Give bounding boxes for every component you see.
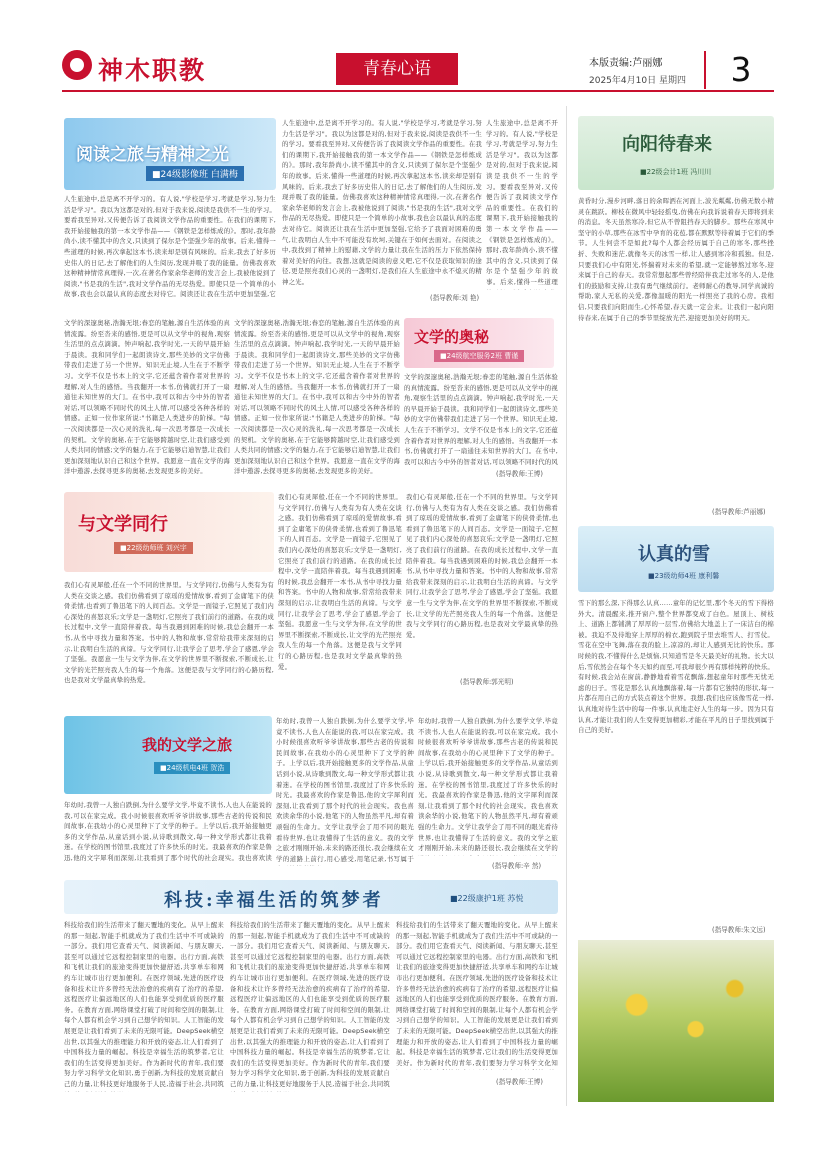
flower-photo <box>578 940 774 1102</box>
article-2-title: 文学的奥秘 <box>414 328 490 346</box>
column-divider <box>566 106 567 1106</box>
article-5-body-col1: 我们心有灵犀般,任在一个不同的世界里。与文学同行,仿佛与人类有为有人类在交谈之感。我们仿佛看到了琼瑶的爱情故事,看到了金庸笔下的侠骨柔情,也看到了鲁迅笔下的人间百态。文学是一面镜子,它照见了我们内心深处的喜怒哀乐;文学是一盏明灯,它照亮了我们前行的道路。在我的成长过程中,文学一直陪伴着我。每当我遇到困难的时候,我总会翻开一本书,从书中寻找力量和答案。书中的人物和故事,常常给我带来深刻的启示,让我明白生活的真谛。与文学同行,让我学会了思考,学会了感恩,学会了坚强。我愿意一生与文学为伴,在文学的世界里不断探索,不断成长,让文学的光芒照亮我人生的每一个角落。这便是我与文学同行的心路历程,也是我对文学最真挚的热爱。 <box>64 581 274 685</box>
article-2-body-col1: 文学的深邃奥秘,浩瀚无垠;眷恋的笔触,源自生活体验的真情流露。纷至沓来的感悟,更是可以从文学中的视角,观察生活里的点点滴滴。钟声响起,我学时光,一天的早晨开始于晨读。我和同学们一起朗读诗文,那些美妙的文字仿佛带我们走进了另一个世界。知识无止境,人生在于不断学习。文学不仅是书本上的文字,它还蕴含着作者对世界的理解,对人生的感悟。当我翻开一本书,仿佛就打开了一扇通往未知世界的大门。在书中,我可以和古今中外的智者对话,可以领略不同时代的风土人情,可以感受各种各样的情感。正如一位作家所说:"书籍是人类进步的阶梯。"每一次阅读都是一次心灵的洗礼,每一次思考都是一次成长的契机。文学的奥秘,在于它能够跨越时空,让我们感受到人类共同的情感;文学的魅力,在于它能够启迪智慧,让我们更加深刻地认识自己和这个世界。我愿意一直在文学的海洋中遨游,去探寻更多的奥秘,去发现更多的美好。 <box>64 319 230 476</box>
article-7-body-col1: 科技给我们的生活带来了翻天覆地的变化。从早上醒来的那一刻起,智能手机就成为了我们生活中不可或缺的一部分。我们用它查看天气、阅读新闻、与朋友聊天,甚至可以通过它远程控制家里的电器。出行方面,高铁和飞机让我们的旅途变得更加快捷舒适,共享单车和网约车让城市出行更加便利。在医疗领域,先进的医疗设备和技术让许多曾经无法治愈的疾病有了治疗的希望,远程医疗让偏远地区的人们也能享受到优质的医疗服务。在教育方面,网络课堂打破了时间和空间的限制,让每个人都有机会学习到自己想学的知识。人工智能的发展更是让我们看到了未来的无限可能。DeepSeek横空出世,以其强大的推理能力和开放的姿态,让人们看到了中国科技力量的崛起。科技是幸福生活的筑梦者,它让我们的生活变得更加美好。作为新时代的青年,我们要努力学习科学文化知识,勇于创新,为科技的发展贡献自己的力量,让科技更好地服务于人民,造福于社会,共同筑 <box>64 921 224 1088</box>
article-4-title: 向阳待春来 <box>622 134 712 155</box>
header-rule <box>62 90 774 92</box>
article-2-body-col2: 文学的深邃奥秘,浩瀚无垠;眷恋的笔触,源自生活体验的真情流露。纷至沓来的感悟,更是可以从文学中的视角,观察生活里的点点滴滴。钟声响起,我学时光,一天的早晨开始于晨读。我和同学们一起朗读诗文,那些美妙的文字仿佛带我们走进了另一个世界。知识无止境,人生在于不断学习。文学不仅是书本上的文字,它还蕴含着作者对世界的理解,对人生的感悟。当我翻开一本书,仿佛就打开了一扇通往未知世界的大门。在书中,我可以和古今中外的智者对话,可以领略不同时代的风土人情,可以感受各种各样的情感。正如一位作家所说:"书籍是人类进步的阶梯。"每一次阅读都是一次心灵的洗礼,每一次思考都是一次成长的契机。文学的奥秘,在于它能够跨越时空,让我们感受到人类共同的情感;文学的魅力,在于它能够启迪智慧,让我们更加深刻地认识自己和这个世界。我愿意一直在文学的海洋中遨游,去探寻更多的奥秘,去发现更多的美好。 <box>234 319 400 476</box>
article-6-byline: ■24级机电4班 贺浩 <box>154 762 230 774</box>
article-5-body-col2: 我们心有灵犀般,任在一个不同的世界里。与文学同行,仿佛与人类有为有人类在交谈之感。我们仿佛看到了琼瑶的爱情故事,看到了金庸笔下的侠骨柔情,也看到了鲁迅笔下的人间百态。文学是一面镜子,它照见了我们内心深处的喜怒哀乐;文学是一盏明灯,它照亮了我们前行的道路。在我的成长过程中,文学一直陪伴着我。每当我遇到困难的时候,我总会翻开一本书,从书中寻找力量和答案。书中的人物和故事,常常给我带来深刻的启示,让我明白生活的真谛。与文学同行,让我学会了思考,学会了感恩,学会了坚强。我愿意一生与文学为伴,在文学的世界里不断探索,不断成长,让文学的光芒照亮我人生的每一个角落。这便是我与文学同行的心路历程,也是我对文学最真挚的热爱。 <box>278 493 402 671</box>
article-3-byline: ■23级幼师4班 康利馨 <box>648 572 720 580</box>
article-6-title: 我的文学之旅 <box>142 736 233 754</box>
article-7-byline: ■22级康护1班 苏悦 <box>450 894 524 903</box>
article-6-body-col3: 年幼时,我曾一人独自跌倒,为什么要学文学,毕竟不读书,人也人在能说的我,可以在家完成。我小时候很喜欢听爷爷讲故事,那些古老的传说和民间故事,在我幼小的心灵里种下了文学的种子。上学以后,我开始接触更多的文学作品,从童话到小说,从诗歌到散文,每一种文学形式都让我着迷。在学校的图书馆里,我度过了许多快乐的时光。我最喜欢的作家是鲁迅,他的文字犀利而深刻,让我看到了那个时代的社会现实。我也喜欢读余华的小说,他笔下的人物虽然平凡,却有着顽强的生命力。文学让我学会了用不同的眼光看待世界,也让我懂得了生活的意义。我的文学之旅才刚刚开始,未来的路还很长,我会继续在文学的 <box>418 717 558 853</box>
article-5-credit: (指导教师:郭光明) <box>460 678 514 686</box>
article-5-title: 与文学同行 <box>78 514 168 535</box>
article-7-banner <box>64 880 558 914</box>
article-7-body-col3: 科技给我们的生活带来了翻天覆地的变化。从早上醒来的那一刻起,智能手机就成为了我们生活中不可或缺的一部分。我们用它查看天气、阅读新闻、与朋友聊天,甚至可以通过它远程控制家里的电器。出行方面,高铁和飞机让我们的旅途变得更加快捷舒适,共享单车和网约车让城市出行更加便利。在医疗领域,先进的医疗设备和技术让许多曾经无法治愈的疾病有了治疗的希望,远程医疗让偏远地区的人们也能享受到优质的医疗服务。在教育方面,网络课堂打破了时间和空间的限制,让每个人都有机会学习到自己想学的知识。人工智能的发展更是让我们看到了未来的无限可能。DeepSeek横空出世,以其强大的推理能力和开放的姿态,让人们看到了中国科技力量的崛起。科技是幸福生活的筑梦者,它让我们的生活变得更加美好。作为新时代的青年,我们要努力学习科学文化知 <box>396 921 558 1067</box>
article-5-byline: ■22级幼师班 刘兴宇 <box>114 542 193 554</box>
article-7-title: 科技:幸福生活的筑梦者 <box>164 890 384 911</box>
article-4-body: 黄昏时分,漫步河畔,落日的余晖洒在河面上,波光粼粼,仿佛无数小精灵在跳跃。柳枝在微风中轻轻摇曳,仿佛在向我诉说着春天即将到来的消息。冬天虽然寒冷,但它从不曾阻挡春天的脚步。那些在寒风中坚守的小草,那些在冰雪中孕育的花苞,都在默默等待着属于它们的季节。人生何尝不是如此?每个人都会经历属于自己的寒冬,那些挫折、失败和迷茫,就像冬天的冰雪一样,让人感到寒冷和孤独。但是,只要我们心中有阳光,怀揣着对未来的希望,就一定能够熬过寒冬,迎来属于自己的春天。我常常想起那些曾经陪伴我走过寒冬的人,是他们的鼓励和支持,让我有勇气继续前行。老师耐心的教导,同学真诚的帮助,家人无私的关爱,都像温暖的阳光一样照亮了我的心房。我相信,只要我们向阳而生,心怀希望,春天就一定会来。让我们一起向阳待春来,在属于自己的季节里绽放光芒,迎接更加美好的明天。 <box>578 197 774 322</box>
article-2-banner <box>404 318 554 368</box>
article-1-body-col3: 人生旅途中,总是离不开学习的。有人说,"学校是学习,考就是学习,努力生活是学习"。我以为这都是对的,但对于我来说,阅读是我供不一生的学习。要看我至异对,又传便告诉了我阅读文学作品的重要性。在我们的课期下,我开始接触我的第一本文学作品——《钢铁是怎样炼成的》。那时,我年龄尚小,读不懂其中的含义,只读到了保尔是个坚强少年的故事。后来,懂得一些道理 <box>486 119 558 286</box>
school-logo <box>62 50 92 80</box>
article-1-credit: (指导教师:刘 艳) <box>430 294 480 302</box>
article-6-credit: (指导教师:辛 然) <box>492 862 542 870</box>
article-3-title: 认真的雪 <box>638 544 710 565</box>
article-1-body-col2: 人生旅途中,总是离不开学习的。有人说,"学校是学习,考就是学习,努力生活是学习"。我以为这都是对的,但对于我来说,阅读是我供不一生的学习。要看我至异对,又传便告诉了我阅读文学作品的重要性。在我们的课期下,我开始接触我的第一本文学作品——《钢铁是怎样炼成的》。那时,我年龄尚小,读不懂其中的含义,只读到了保尔是个坚强少年的故事。后来,懂得一些道理的时候,再次拿起这本书,读来却是别有风味的。后来,我去了好多历史伟人的日记,去了解他们的人生阅历,发现并吸了我的能量。仿佛我喜欢这种精神情常真理得,一次,在著名作家余华老师的发言会上,我被他说到了阅读,"书是我的生活",我对文学作品的无尽热爱。即使只是一个简单的小故事,我也会以最认真的态度去对待它。阅读还让我在生活中更加坚强,它给予了我面对困难的勇气,让我明白人生中不可能没有坎坷,关键在于如何去面对。在阅读之中,我找到了精神上的慰藉,文学的力量让我在生活的压力下依然保持着对美好的向往。我想,这就是阅读的意义吧,它不仅是获取知识的途径,更是照亮我们心灵的一盏明灯,是我们在人生旅途中永不熄灭的精神之光。 <box>282 119 482 286</box>
article-5-body-col3: 我们心有灵犀般,任在一个不同的世界里。与文学同行,仿佛与人类有为有人类在交谈之感。我们仿佛看到了琼瑶的爱情故事,看到了金庸笔下的侠骨柔情,也看到了鲁迅笔下的人间百态。文学是一面镜子,它照见了我们内心深处的喜怒哀乐;文学是一盏明灯,它照亮了我们前行的道路。在我的成长过程中,文学一直陪伴着我。每当我遇到困难的时候,我总会翻开一本书,从书中寻找力量和答案。书中的人物和故事,常常给我带来深刻的启示,让我明白生活的真谛。与文学同行,让我学会了思考,学会了感恩,学会了坚强。我愿意一生与文学为伴,在文学的世界里不断探索,不断成长,让文学的光芒照亮我人生的每一个角落。这便是我与文学同行的心路历程,也是我对文学最真挚的热爱。 <box>406 493 558 639</box>
article-2-byline: ■24级航空服务2班 曹谨 <box>434 350 524 362</box>
article-1-banner <box>64 118 276 190</box>
article-3-banner <box>578 526 774 592</box>
section-title: 青春心语 <box>336 53 458 85</box>
article-3-credit: (指导教师:朱文远) <box>712 926 766 934</box>
article-5-banner <box>64 492 274 572</box>
article-6-banner <box>64 716 272 794</box>
article-1-body-col1: 人生旅途中,总是离不开学习的。有人说,"学校是学习,考就是学习,努力生活是学习"。我以为这都是对的,但对于我来说,阅读是我供不一生的学习。要看我至异对,又传便告诉了我阅读文学作品的重要性。在我们的课期下,我开始接触我的第一本文学作品——《钢铁是怎样炼成的》。那时,我年龄尚小,读不懂其中的含义,只读到了保尔是个坚强少年的故事。后来,懂得一些道理的时候,再次拿起这本书,读来却是别有风味的。后来,我去了好多历史伟人的日记,去了解他们的人生阅历,发现并吸了我的能量。仿佛我喜欢这种精神情常真理得,一次,在著名作家余华老师的发言会上,我被他说到了阅读,"书是我的生活",我对文学作品的无尽热爱。即使只是一个简单的小故事,我也会以最认真的态度去对待它。阅读还让我在生活中更加坚强,它 <box>64 195 276 299</box>
article-4-byline: ■22级会计1班 冯川川 <box>640 168 712 176</box>
article-1-byline: ■24级影像班 白满梅 <box>146 166 244 181</box>
editor-line: 本版责编:芦丽娜 <box>589 58 663 69</box>
article-7-credit: (指导教师:王博) <box>496 1078 543 1086</box>
article-4-credit: (指导教师:芦丽娜) <box>712 508 766 516</box>
article-3-body: 雪下的那么深,下得那么认真……童年的记忆里,那个冬天的雪下得格外大。清晨醒来,推开窗户,整个世界都变成了白色。屋顶上、树枝上、道路上都铺满了厚厚的一层雪,仿佛给大地盖上了一床洁白的棉被。我迫不及待地穿上厚厚的棉衣,跑到院子里去堆雪人、打雪仗。雪花在空中飞舞,落在我的脸上,凉凉的,却让人感到无比的快乐。那时候的我,不懂得什么是烦恼,只知道雪是冬天最美好的礼物。长大以后,雪依然会在每个冬天如约而至,可我却很少再有那样纯粹的快乐。有时候,我会站在窗前,静静地看着雪花飘落,想起童年时那些无忧无虑的日子。雪花是那么认真地飘落着,每一片都有它独特的形状,每一片都在用自己的方式装点着这个世界。我想,我们也应该像雪花一样,认真地对待生活中的每一件事,认真地走好人生的每一步。因为只有认真,才能让我们的人生变得更加精彩,才能在平凡的日子里找到属于自己的美好。 <box>578 599 774 735</box>
article-2-body-col3: 文学的深邃奥秘,浩瀚无垠;眷恋的笔触,源自生活体验的真情流露。纷至沓来的感悟,更是可以从文学中的视角,观察生活里的点点滴滴。钟声响起,我学时光,一天的早晨开始于晨读。我和同学们一起朗读诗文,那些美妙的文字仿佛带我们走进了另一个世界。知识无止境,人生在于不断学习。文学不仅是书本上的文字,它还蕴含着作者对世界的理解,对人生的感悟。当我翻开一本书,仿佛就打开了一扇通往未知世界的大门。在书中,我可以和古今中外的智者对话,可以领略不同时代的风 <box>404 373 558 466</box>
article-6-body-col1: 年幼时,我曾一人独自跌倒,为什么要学文学,毕竟不读书,人也人在能说的我,可以在家完成。我小时候很喜欢听爷爷讲故事,那些古老的传说和民间故事,在我幼小的心灵里种下了文学的种子。上学以后,我开始接触更多的文学作品,从童话到小说,从诗歌到散文,每一种文学形式都让我着迷。在学校的图书馆里,我度过了许多快乐的时光。我最喜欢的作家是鲁迅,他的文字犀利而深刻,让我看到了那个时代的社会现实。我也喜欢读 <box>64 801 272 862</box>
article-4-banner <box>578 116 774 190</box>
issue-date: 2025年4月10日 星期四 <box>589 76 686 86</box>
page-number: 3 <box>704 51 776 89</box>
paper-title: 神木职教 <box>98 56 207 85</box>
article-7-body-col2: 科技给我们的生活带来了翻天覆地的变化。从早上醒来的那一刻起,智能手机就成为了我们生活中不可或缺的一部分。我们用它查看天气、阅读新闻、与朋友聊天,甚至可以通过它远程控制家里的电器。出行方面,高铁和飞机让我们的旅途变得更加快捷舒适,共享单车和网约车让城市出行更加便利。在医疗领域,先进的医疗设备和技术让许多曾经无法治愈的疾病有了治疗的希望,远程医疗让偏远地区的人们也能享受到优质的医疗服务。在教育方面,网络课堂打破了时间和空间的限制,让每个人都有机会学习到自己想学的知识。人工智能的发展更是让我们看到了未来的无限可能。DeepSeek横空出世,以其强大的推理能力和开放的姿态,让人们看到了中国科技力量的崛起。科技是幸福生活的筑梦者,它让我们的生活变得更加美好。作为新时代的青年,我们要努力学习科学文化知识,勇于创新,为科技的发展贡献自己的力量,让科技更好地服务于人民,造福于社会,共同筑 <box>230 921 390 1088</box>
article-6-body-col2: 年幼时,我曾一人独自跌倒,为什么要学文学,毕竟不读书,人也人在能说的我,可以在家完成。我小时候很喜欢听爷爷讲故事,那些古老的传说和民间故事,在我幼小的心灵里种下了文学的种子。上学以后,我开始接触更多的文学作品,从童话到小说,从诗歌到散文,每一种文学形式都让我着迷。在学校的图书馆里,我度过了许多快乐的时光。我最喜欢的作家是鲁迅,他的文字犀利而深刻,让我看到了那个时代的社会现实。我也喜欢读余华的小说,他笔下的人物虽然平凡,却有着顽强的生命力。文学让我学会了用不同的眼光看待世界,也让我懂得了生活的意义。我的文学之旅才刚刚开始,未来的路还很长,我会继续在文学的道路上前行,用心感受,用笔记录,书写属于 <box>276 717 414 863</box>
article-2-credit: (指导教师:王博) <box>496 470 543 478</box>
article-1-title: 阅读之旅与精神之光 <box>76 145 229 165</box>
